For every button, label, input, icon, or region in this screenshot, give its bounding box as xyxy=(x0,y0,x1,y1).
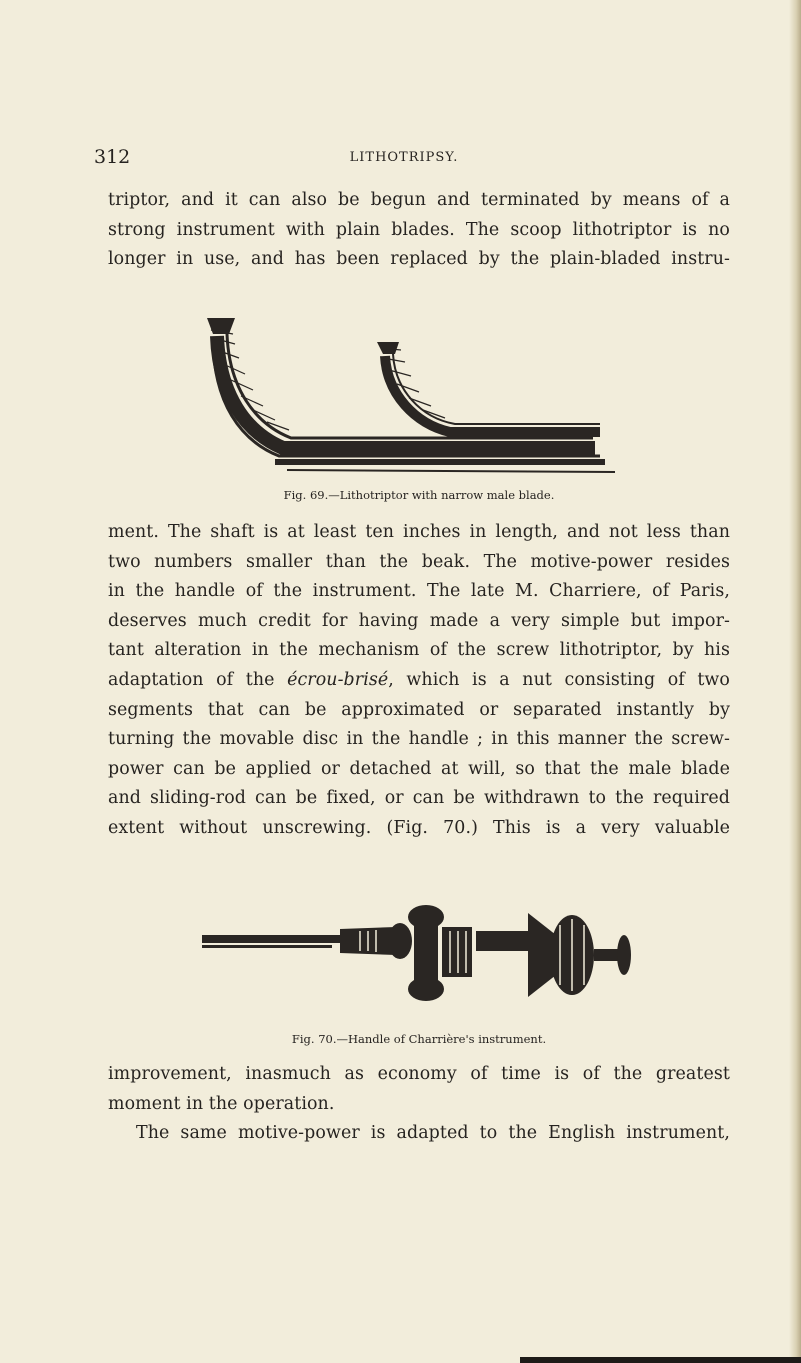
text-line: longer in use, and has been replaced by the plain-bladed instru- xyxy=(108,249,730,270)
text-line: two numbers smaller than the beak. The motive-power resides xyxy=(108,551,730,572)
text-segment: adaptation of the xyxy=(108,669,288,690)
text-line: moment in the operation. xyxy=(108,1093,335,1114)
page-edge-shadow xyxy=(789,0,801,1363)
paragraph-1 xyxy=(108,186,730,275)
text-line: ment. The shaft is at least ten inches in length, and not less than xyxy=(108,522,730,542)
text-line xyxy=(108,666,730,696)
paragraph-2 xyxy=(108,518,730,844)
bottom-edge-bar xyxy=(520,1357,801,1363)
text-line: triptor, and it can also be begun and terminated by means of a xyxy=(108,190,730,210)
text-line: and sliding-rod can be fixed, or can be withdrawn to the required xyxy=(108,788,730,809)
figure-69-lithotriptor-illustration xyxy=(205,314,615,484)
text-line: segments that can be approximated or separated instantly by xyxy=(108,699,730,720)
running-head: LITHOTRIPSY. xyxy=(349,150,459,165)
text-line: tant alteration in the mechanism of the screw lithotriptor, by his xyxy=(108,640,730,661)
paragraph-3 xyxy=(108,1060,730,1149)
figure-69-caption: Fig. 69.—Lithotriptor with narrow male blade. xyxy=(283,488,555,502)
figure-70-handle-illustration xyxy=(200,905,632,1005)
page-header xyxy=(94,146,714,176)
text-line: deserves much credit for having made a very simple but impor- xyxy=(108,610,730,631)
figure-70-caption: Fig. 70.—Handle of Charrière's instrument. xyxy=(291,1032,547,1046)
text-line: strong instrument with plain blades. The scoop lithotriptor is no xyxy=(108,219,730,240)
text-line: power can be applied or detached at will, so that the male blade xyxy=(108,758,730,779)
text-line: in the handle of the instrument. The late M. Charriere, of Paris, xyxy=(108,581,730,602)
text-line: improvement, inasmuch as economy of time is of the greatest xyxy=(108,1064,730,1084)
page-number: 312 xyxy=(94,146,131,168)
italic-term: écrou-brisé xyxy=(287,669,389,690)
text-segment: , which is a nut consisting of two xyxy=(388,669,730,690)
text-line: turning the movable disc in the handle ; in this manner the screw- xyxy=(108,729,730,750)
text-line: extent without unscrewing. (Fig. 70.) This is a very valuable xyxy=(108,817,730,838)
text-line: The same motive-power is adapted to the English instrument, xyxy=(136,1123,730,1144)
